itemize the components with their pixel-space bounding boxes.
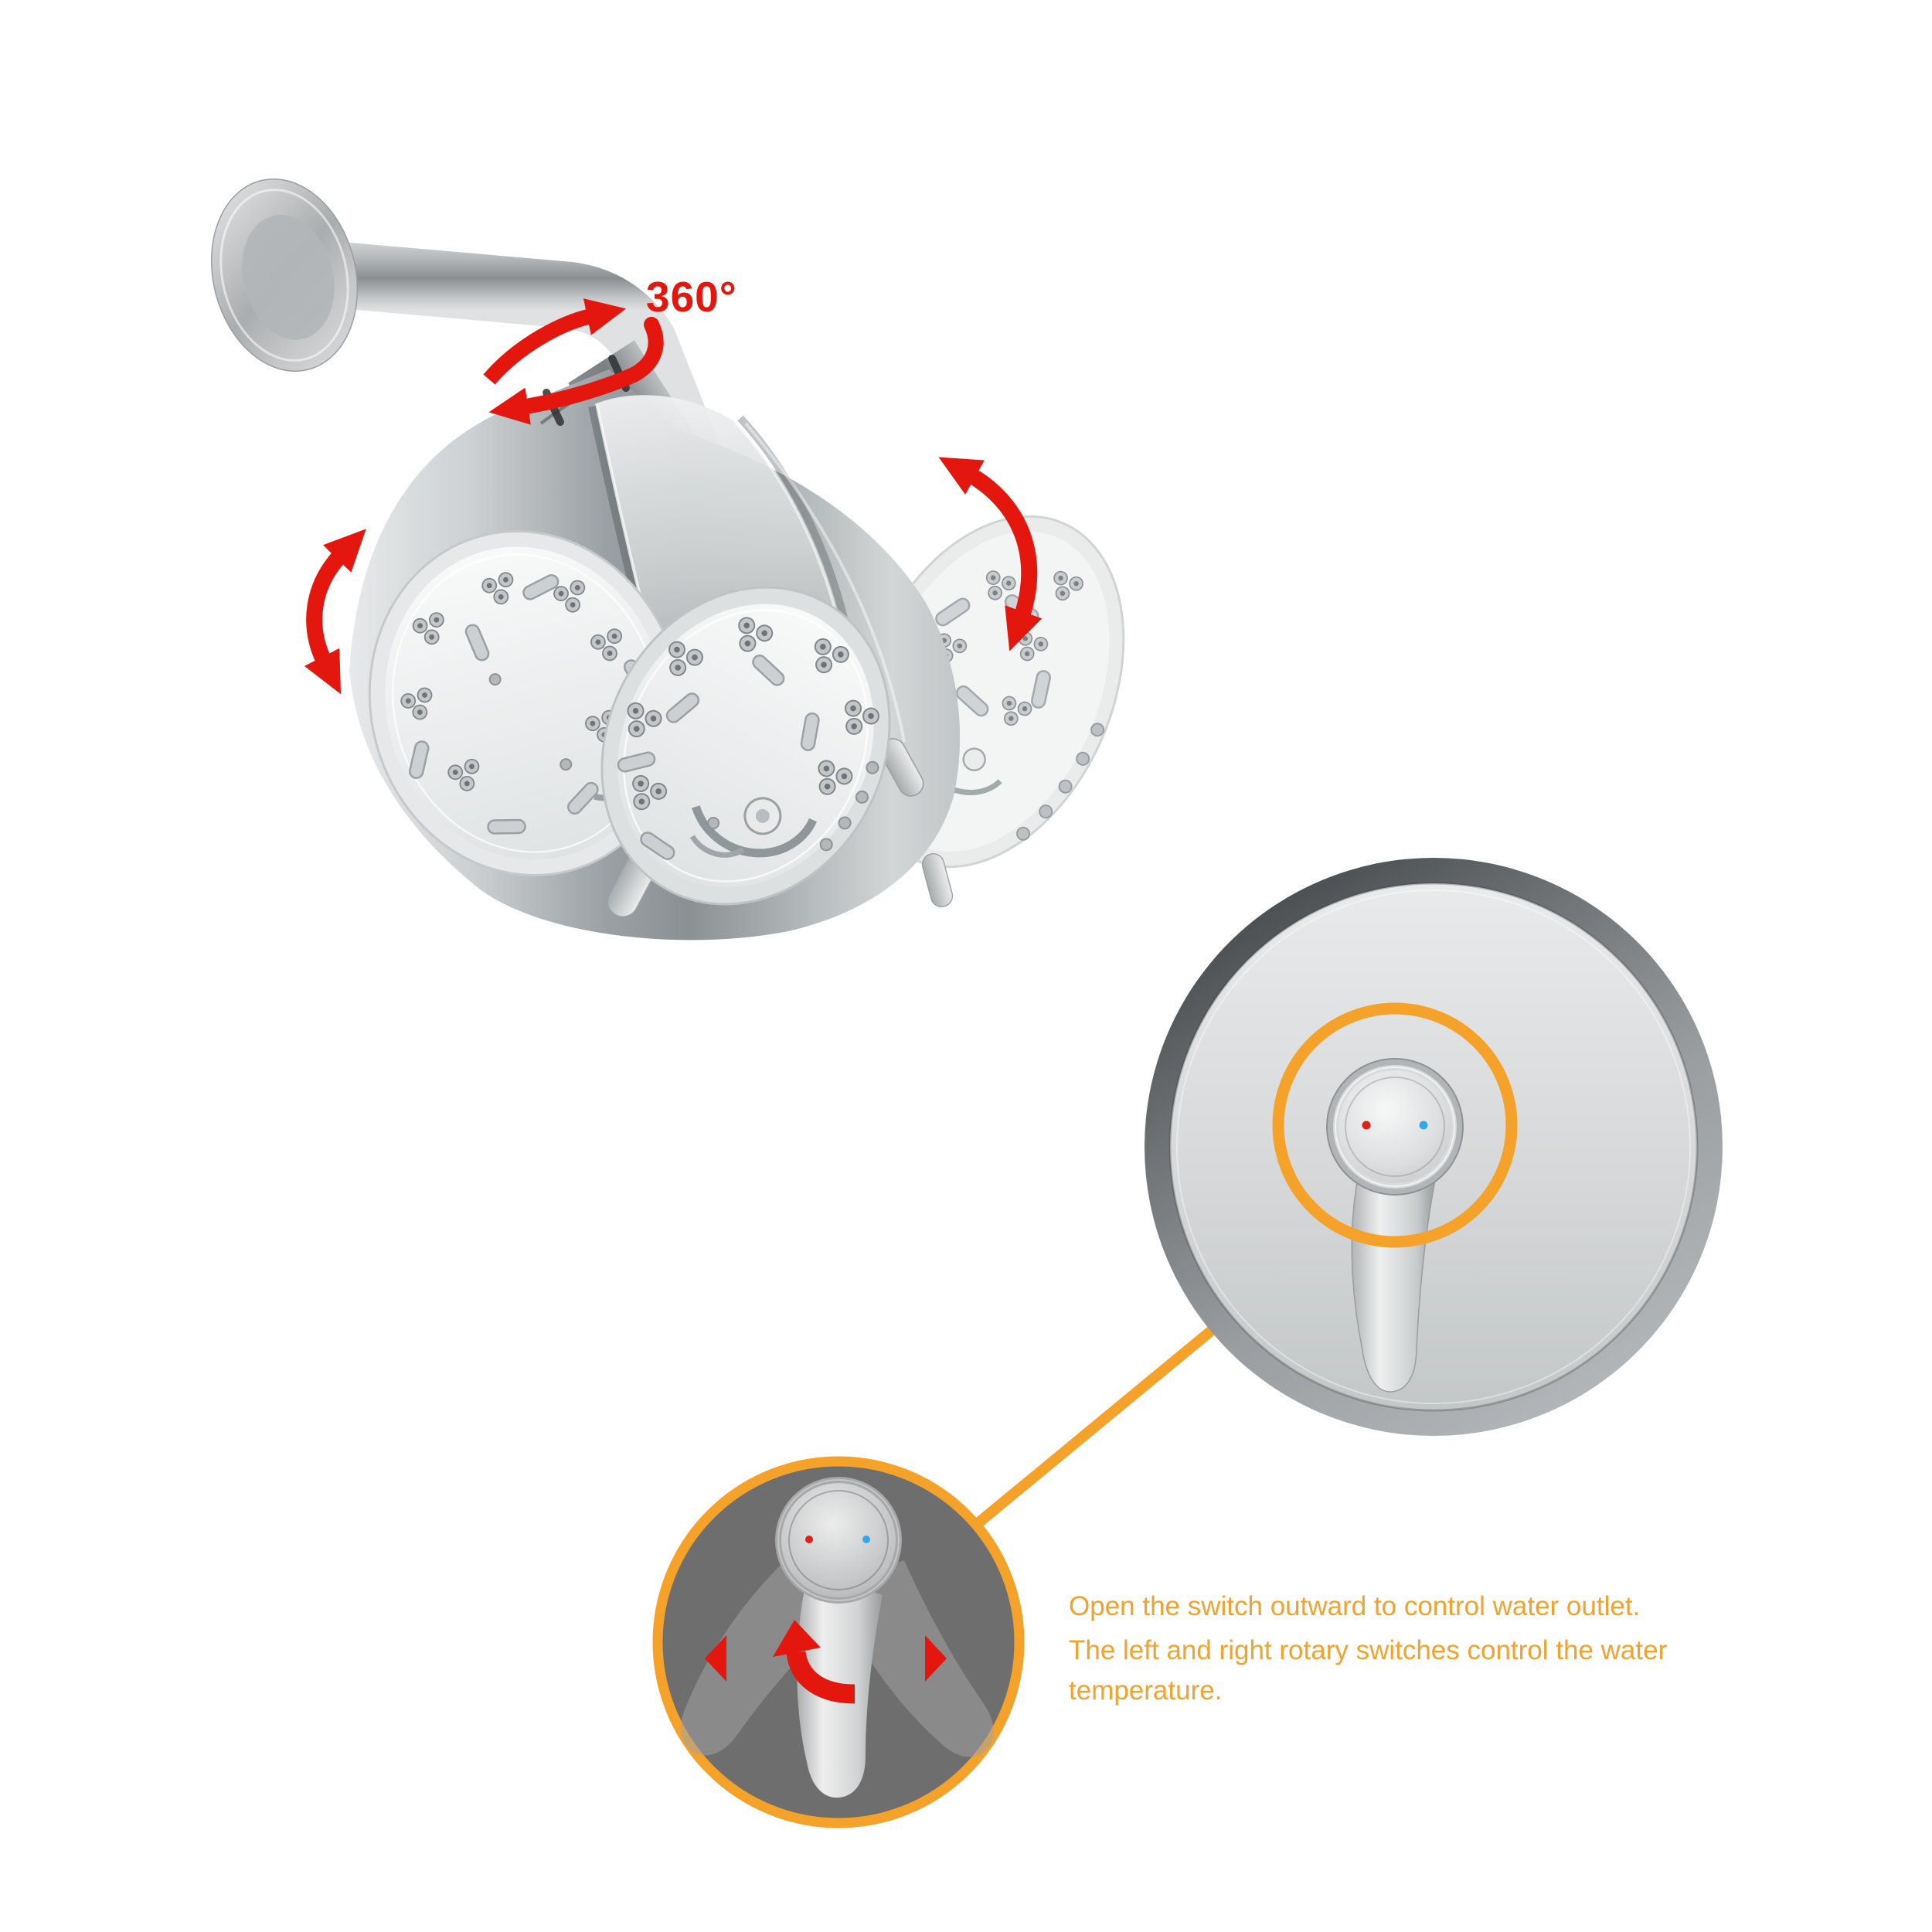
wall-flange — [192, 163, 376, 386]
instruction-line-2: The left and right rotary switches control the water temperature. — [1069, 1635, 1668, 1706]
detail-inset — [658, 1461, 1021, 1823]
instruction-text — [1069, 1587, 1795, 1711]
cold-indicator-dot — [862, 1536, 870, 1543]
rotation-360-label: 360° — [646, 273, 737, 321]
cold-indicator-dot — [1420, 1121, 1428, 1130]
hot-indicator-dot — [1362, 1121, 1371, 1130]
tilt-arrow-left-icon — [315, 553, 342, 664]
hot-indicator-dot — [805, 1536, 813, 1543]
callout-line — [958, 1310, 1236, 1539]
instruction-line-1: Open the switch outward to control water outlet. — [1069, 1591, 1641, 1621]
